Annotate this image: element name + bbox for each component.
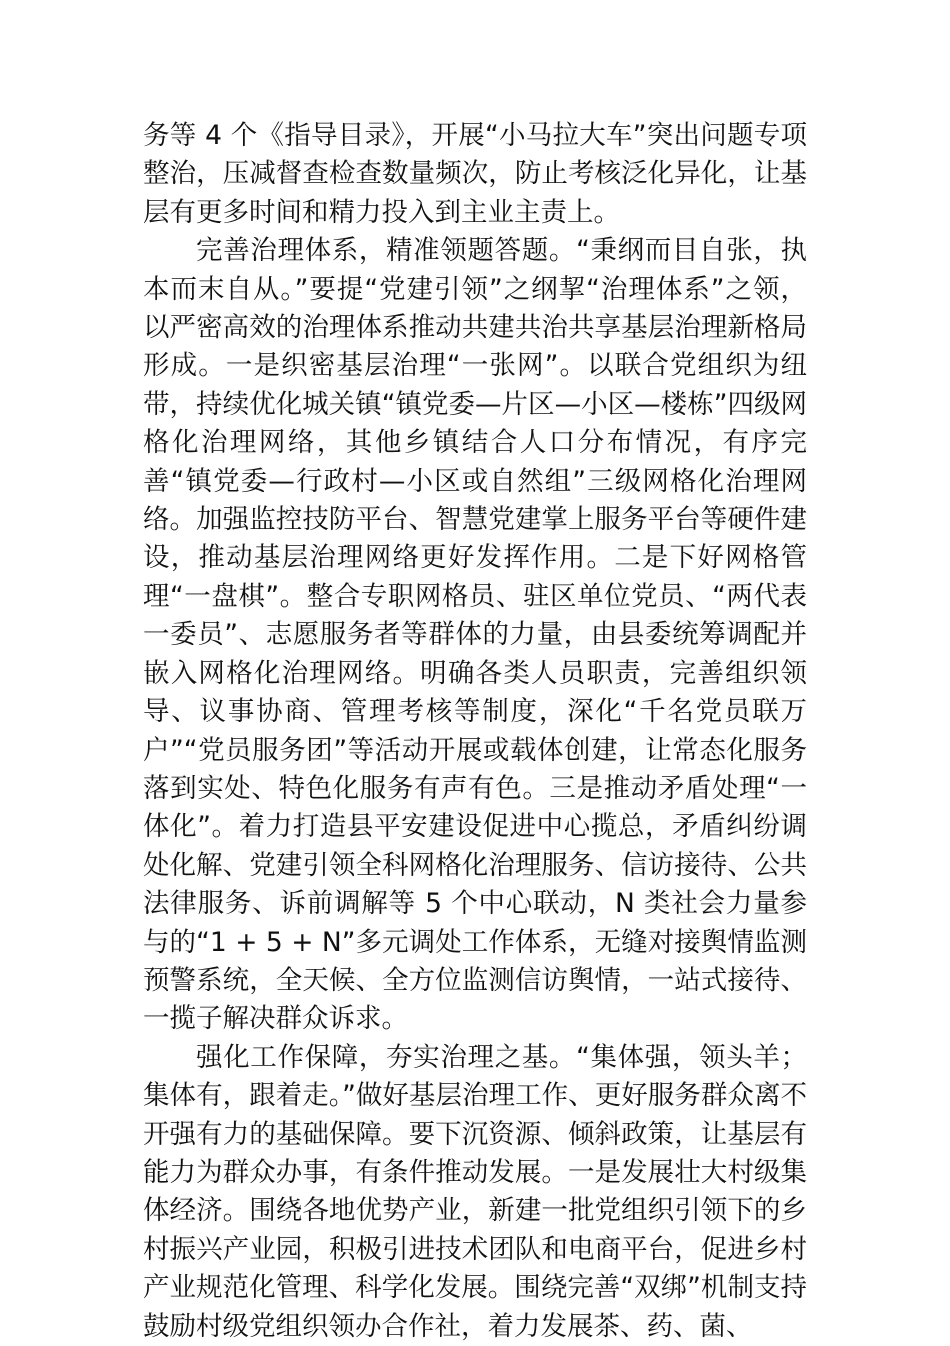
paragraph-text: “集体强，领头羊；集体有，跟着走。”做好基层治理工作、更好服务群众离不开强有力的基础保障。要下沉资源、倾斜政策，让基层有能力为群众办事，有条件推动发展。一是发展壮大村级集体经济。围绕各地优势产业，新建一批党组织引领下的乡村振兴产业园，积极引进技术团队和电商平台，促进乡村产业规范化管理、科学化发展。围绕完善“双绑”机制支持鼓励村级党组织领办合作社，着力发展茶、药、菌、: [143, 1041, 807, 1342]
paragraph-continuation: [143, 117, 807, 232]
document-page: [143, 117, 807, 1346]
paragraph-work-guarantee: [143, 1039, 807, 1346]
paragraph-text: “秉纲而目自张，执本而末自从。”要提“党建引领”之纲挈“治理体系”之领，以严密高效的治理体系推动共建共治共享基层治理新格局形成。一是织密基层治理“一张网”。以联合党组织为纽带，持续优化城关镇“镇党委—片区—小区—楼栋”四级网格化治理网络，其他乡镇结合人口分布情况，有序完善“镇党委—行政村—小区或自然组”三级网格化治理网络。加强监控技防平台、智慧党建掌上服务平台等硬件建设，推动基层治理网络更好发挥作用。二是下好网格管理“一盘棋”。整合专职网格员、驻区单位党员、“两代表一委员”、志愿服务者等群体的力量，由县委统筹调配并嵌入网格化治理网络。明确各类人员职责，完善组织领导、议事协商、管理考核等制度，深化“千名党员联万户”“党员服务团”等活动开展或载体创建，让常态化服务落到实处、特色化服务有声有色。三是推动矛盾处理“一体化”。着力打造县平安建设促进中心揽总，矛盾纠纷调处化解、党建引领全科网格化治理服务、信访接待、公共法律服务、诉前调解等 5 个中心联动，N 类社会力量参与的“1 + 5 + N”多元调处工作体系，无缝对接舆情监测预警系统，全天候、全方位监测信访舆情，一站式接待、一揽子解决群众诉求。: [143, 235, 807, 1035]
paragraph-heading: 完善治理体系，精准领题答题。: [196, 235, 577, 267]
paragraph-heading: 强化工作保障，夯实治理之基。: [196, 1041, 577, 1073]
paragraph-text: 务等 4 个《指导目录》，开展“小马拉大车”突出问题专项整治，压减督查检查数量频次，防止考核泛化异化，让基层有更多时间和精力投入到主业主责上。: [143, 120, 807, 228]
paragraph-governance-system: [143, 232, 807, 1039]
